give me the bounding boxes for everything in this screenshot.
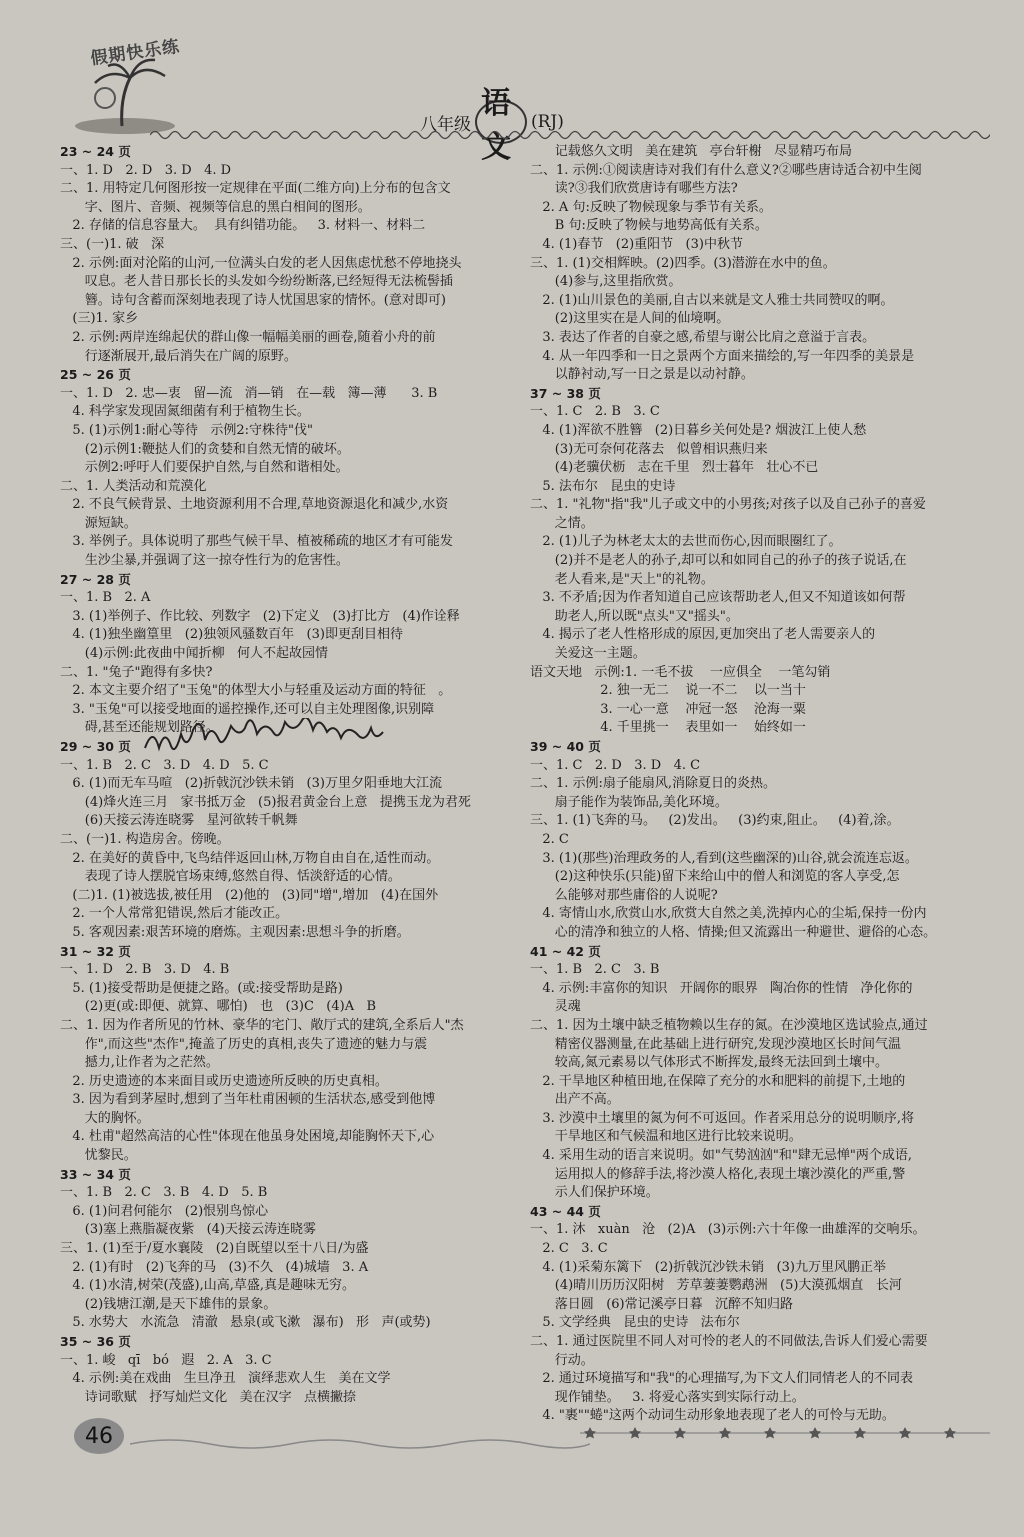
answer-line: 心的清净和独立的人格、情操;但又流露出一种避世、避俗的心态。 [530, 924, 937, 940]
answer-line: 4. 千里挑一 表里如一 始终如一 [530, 720, 806, 736]
answer-line: (3)塞上燕脂凝夜紫 (4)天接云涛连晓雾 [60, 1222, 317, 1238]
answer-line: 忧黎民。 [60, 1148, 137, 1164]
answer-line: 2. 不良气候背景、土地资源利用不合理,草地资源退化和减少,水资 [60, 497, 449, 513]
answer-line: 三、1. (1)飞奔的马。 (2)发出。 (3)约束,阻止。 (4)着,涂。 [530, 813, 900, 829]
answer-line: 5. 文学经典 昆虫的史诗 法布尔 [530, 1315, 740, 1331]
answer-line: 二、(一)1. 构造房舍。傍晚。 [60, 831, 230, 847]
answer-line: (2)并不是老人的孙子,却可以和如同自己的孙子的孩子说话,在 [530, 553, 907, 569]
answer-line: 2. (1)儿子为林老太太的去世而伤心,因而眼圈红了。 [530, 534, 842, 550]
answer-line: 叹息。老人昔日那长长的头发如今纷纷断落,已经短得无法梳髻插 [60, 274, 453, 290]
answer-line: 4. 示例:美在戏曲 生旦净丑 演绎悲欢人生 美在文学 [60, 1371, 391, 1387]
answer-line: 4. 从一年四季和一日之景两个方面来描绘的,写一年四季的美景是 [530, 348, 915, 364]
answer-line: 4. "裹""蜷"这两个动词生动形象地表现了老人的可怜与无助。 [530, 1408, 895, 1424]
answer-line: 5. 法布尔 昆虫的史诗 [530, 478, 676, 494]
answer-line: 4. 采用生动的语言来说明。如"气势汹汹"和"肆无忌惮"两个成语, [530, 1148, 912, 1164]
answer-line: 么能够对那些庸俗的人说呢? [530, 887, 718, 903]
answer-line: 6. (1)而无车马喧 (2)折戟沉沙铁未销 (3)万里夕阳垂地大江流 [60, 776, 442, 792]
answer-line: (6)天接云涛连晓雾 星河欲转千帆舞 [60, 813, 298, 829]
section-heading: 27 ~ 28 页 [60, 571, 131, 587]
answer-line: 示人们保护环境。 [530, 1185, 659, 1201]
answer-line: 一、1. B 2. C 3. D 4. D 5. C [60, 757, 269, 773]
answer-line: (4)烽火连三月 家书抵万金 (5)报君黄金台上意 提携玉龙为君死 [60, 794, 471, 810]
answer-line: 大的胸怀。 [60, 1110, 150, 1126]
answer-line: 干旱地区和气候温和地区进行比较来说明。 [530, 1129, 802, 1145]
answer-line: 2. 本文主要介绍了"玉兔"的体型大小与轻重及运动方面的特征 。 [60, 683, 452, 699]
answer-line: 二、1. 用特定几何图形按一定规律在平面(二维方向)上分布的包含文 [60, 181, 451, 197]
answer-column-left [60, 143, 530, 1407]
grade-label: 八年级 [420, 114, 471, 135]
answer-line: 出产不高。 [530, 1092, 620, 1108]
answer-line: B 句:反映了物候与地势高低有关系。 [530, 218, 768, 234]
answer-line: 一、1. B 2. C 3. B 4. D 5. B [60, 1185, 268, 1201]
answer-line: 示例2:呼吁人们要保护自然,与自然和谐相处。 [60, 460, 349, 476]
edition-label: (RJ) [531, 112, 564, 132]
answer-line: 字、图片、音频、视频等信息的黑白相间的图形。 [60, 199, 371, 215]
answer-line: 3. (1)举例子、作比较、列数字 (2)下定义 (3)打比方 (4)作诠释 [60, 608, 460, 624]
answer-line: 4. 杜甫"超然高洁的心性"体现在他虽身处困境,却能胸怀天下,心 [60, 1129, 435, 1145]
answer-line: 以静衬动,写一日之景是以动衬静。 [530, 367, 754, 383]
answer-line: 撼力,让作者为之茫然。 [60, 1055, 219, 1071]
answer-line: (2)这种快乐(只能)留下来给山中的僧人和浏览的客人享受,怎 [530, 869, 900, 885]
answer-line: (3)无可奈何花落去 似曾相识燕归来 [530, 441, 768, 457]
footer-swirl-divider [130, 1438, 590, 1450]
answer-line: 4. (1)采菊东篱下 (2)折戟沉沙铁未销 (3)九万里风鹏正举 [530, 1259, 886, 1275]
answer-line: 记载悠久文明 美在建筑 亭台轩榭 尽显精巧布局 [530, 144, 852, 159]
answer-line: 助老人,所以既"点头"又"摇头"。 [530, 608, 739, 624]
answer-line: 源短缺。 [60, 515, 137, 531]
answer-line: 三、(一)1. 破 深 [60, 236, 165, 252]
answer-line: 二、1. 因为土壤中缺乏植物赖以生存的氮。在沙漠地区选试验点,通过 [530, 1017, 928, 1033]
answer-line: 二、1. "礼物"指"我"儿子或文中的小男孩;对孩子以及自己孙子的喜爱 [530, 497, 926, 513]
answer-line: 2. C [530, 831, 569, 847]
answer-line: 2. 一个人常常犯错误,然后才能改正。 [60, 906, 289, 922]
answer-line: 4. 寄情山水,欣赏山水,欣赏大自然之美,洗掉内心的尘垢,保持一份内 [530, 906, 927, 922]
answer-line: (2)钱塘江潮,是天下雄伟的景象。 [60, 1296, 277, 1312]
answer-line: 5. (1)接受帮助是便捷之路。(或:接受帮助是路) [60, 980, 343, 996]
answer-line: 3. 一心一意 冲冠一怒 沧海一粟 [530, 701, 806, 717]
answer-line: 5. 客观因素:艰苦环境的磨炼。主观因素:思想斗争的折磨。 [60, 924, 410, 940]
footer-stars-decoration [580, 1425, 990, 1441]
answer-line: 4. (1)浑欲不胜簪 (2)日暮乡关何处是? 烟波江上使人愁 [530, 422, 867, 438]
answer-line: 二、1. 通过医院里不同人对可怜的老人的不同做法,告诉人们爱心需要 [530, 1334, 928, 1349]
answer-line: 2. 历史遗迹的本来面目或历史遗迹所反映的历史真相。 [60, 1073, 388, 1089]
handwritten-note [140, 718, 440, 760]
answer-line: 6. (1)问君何能尔 (2)恨别鸟惊心 [60, 1203, 269, 1219]
answer-line: 一、1. B 2. C 3. B [530, 962, 660, 978]
answer-column-right [530, 143, 1000, 1426]
answer-line: (2)这里实在是人间的仙境啊。 [530, 311, 730, 327]
answer-line: 生沙尘暴,并强调了这一掠夺性行为的危害性。 [60, 553, 349, 569]
answer-line: 精密仪器测量,在此基础上进行研究,发现沙漠地区长时间气温 [530, 1036, 902, 1052]
answer-line: 关爱这一主题。 [530, 646, 646, 662]
answer-line: 2. 通过环境描写和"我"的心理描写,为下文人们同情老人的不同表 [530, 1371, 914, 1387]
answer-line: (2)示例1:鞭挞人们的贪婪和自然无情的破坏。 [60, 441, 350, 457]
section-heading: 41 ~ 42 页 [530, 943, 601, 959]
answer-line: (4)参与,这里指欣赏。 [530, 274, 682, 290]
answer-line: 4. (1)春节 (2)重阳节 (3)中秋节 [530, 236, 743, 252]
answer-line: 5. (1)示例1:耐心等待 示例2:守株待"伐" [60, 422, 314, 438]
answer-line: (4)晴川历历汉阳树 芳草萋萋鹦鹉洲 (5)大漠孤烟直 长河 [530, 1278, 902, 1294]
answer-line: 语文天地 示例:1. 一毛不拔 一应俱全 一笔勾销 [530, 664, 831, 680]
answer-line: 2. A 句:反映了物候现象与季节有关系。 [530, 199, 772, 215]
answer-line: 一、1. 峻 qī bó 遐 2. A 3. C [60, 1352, 272, 1368]
section-heading: 35 ~ 36 页 [60, 1334, 131, 1349]
answer-line: 3. 沙漠中土壤里的氮为何不可返回。作者采用总分的说明顺序,将 [530, 1110, 915, 1126]
answer-line: 2. (1)山川景色的美丽,自古以来就是文人雅士共同赞叹的啊。 [530, 292, 894, 308]
answer-line: 二、1. 人类活动和荒漠化 [60, 478, 207, 494]
answer-line: 5. 水势大 水流急 清澈 悬泉(或飞漱 瀑布) 形 声(或势) [60, 1315, 431, 1331]
answer-line: 簪。诗句含蓄而深刻地表现了诗人忧国思家的情怀。(意对即可) [60, 292, 446, 308]
answer-line: 现作铺垫。 3. 将爱心落实到实际行动上。 [530, 1389, 805, 1405]
section-heading: 37 ~ 38 页 [530, 385, 601, 401]
answer-line: 三、1. (1)交相辉映。(2)四季。(3)潜游在水中的鱼。 [530, 255, 836, 271]
answer-line: 碍,甚至还能规划路径。 [60, 720, 219, 736]
answer-line: 3. 不矛盾;因为作者知道自己应该帮助老人,但又不知道该如何帮 [530, 590, 906, 606]
answer-line: 二、1. 示例:①阅读唐诗对我们有什么意义?②哪些唐诗适合初中生阅 [530, 162, 922, 178]
answer-line: 扇子能作为装饰品,美化环境。 [530, 794, 728, 810]
answer-line: 2. 干旱地区种植田地,在保障了充分的水和肥料的前提下,土地的 [530, 1073, 906, 1089]
answer-line: 一、1. B 2. A [60, 590, 151, 606]
header-wavy-divider [150, 128, 990, 142]
brand-text: 假期快乐练 [89, 36, 182, 70]
answer-line: 行动。 [530, 1352, 594, 1368]
answer-line: 三、1. (1)至于/夏水襄陵 (2)自既望以至十八日/为盛 [60, 1241, 369, 1257]
section-heading: 33 ~ 34 页 [60, 1166, 131, 1182]
section-heading: 23 ~ 24 页 [60, 144, 131, 159]
answer-line: 2. 示例:面对沦陷的山河,一位满头白发的老人因焦虑忧愁不停地挠头 [60, 255, 462, 271]
answer-line: 一、1. D 2. B 3. D 4. B [60, 962, 230, 978]
answer-line: 灵魂 [530, 999, 581, 1015]
section-heading: 43 ~ 44 页 [530, 1203, 601, 1219]
subject-label: 语文 [475, 100, 527, 144]
brand-logo [60, 38, 190, 138]
answer-line: 2. C 3. C [530, 1241, 608, 1257]
answer-line: 一、1. D 2. 忠—衷 留—流 消—销 在—载 簿—薄 3. B [60, 385, 438, 401]
answer-line: 3. (1)(那些)治理政务的人,看到(这些幽深的)山谷,就会流连忘返。 [530, 850, 918, 866]
page-number: 46 [74, 1418, 124, 1454]
answer-line: 2. 示例:两岸连绵起伏的群山像一幅幅美丽的画卷,随着小舟的前 [60, 329, 436, 345]
answer-line: 运用拟人的修辞手法,将沙漠人格化,表现土壤沙漠化的严重,警 [530, 1166, 906, 1182]
answer-line: 2. (1)有时 (2)飞奔的马 (3)不久 (4)城墙 3. A [60, 1259, 369, 1275]
answer-line: 一、1. 沐 xuàn 沧 (2)A (3)示例:六十年像一曲雄浑的交响乐。 [530, 1222, 926, 1238]
answer-line: 2. 在美好的黄昏中,飞鸟结伴返回山林,万物自由自在,适性而动。 [60, 850, 440, 866]
answer-line: 3. 因为看到茅屋时,想到了当年杜甫困顿的生活状态,感受到他博 [60, 1092, 436, 1108]
answer-line: 作",而这些"杰作",掩盖了历史的真相,丧失了遗迹的魅力与震 [60, 1036, 428, 1052]
section-heading: 25 ~ 26 页 [60, 367, 131, 383]
answer-line: 4. 揭示了老人性格形成的原因,更加突出了老人需要亲人的 [530, 627, 876, 643]
answer-line: 较高,氮元素易以气体形式不断挥发,最终无法回到土壤中。 [530, 1055, 889, 1071]
answer-line: (二)1. (1)被选拔,被任用 (2)他的 (3)同"增",增加 (4)在国外 [60, 887, 439, 903]
answer-line: 二、1. "兔子"跑得有多快? [60, 664, 213, 680]
answer-line: 表现了诗人摆脱官场束缚,悠然自得、恬淡舒适的心情。 [60, 869, 401, 885]
answer-line: (4)示例:此夜曲中闻折柳 何人不起故园情 [60, 646, 328, 662]
section-heading: 39 ~ 40 页 [530, 739, 601, 754]
answer-line: 二、1. 示例:扇子能扇风,消除夏日的炎热。 [530, 776, 777, 792]
answer-line: 二、1. 因为作者所见的竹林、豪华的宅门、敞厅式的建筑,全系后人"杰 [60, 1017, 464, 1033]
answer-line: (三)1. 家乡 [60, 311, 139, 327]
answer-line: 3. 表达了作者的自豪之感,希望与谢公比肩之意溢于言表。 [530, 329, 876, 345]
answer-line: 3. "玉兔"可以接受地面的遥控操作,还可以自主处理图像,识别障 [60, 701, 435, 717]
answer-line: 2. 独一无二 说一不二 以一当十 [530, 683, 806, 699]
answer-line: 落日圆 (6)常记溪亭日暮 沉醉不知归路 [530, 1296, 794, 1312]
answer-line: 2. 存储的信息容量大。 具有纠错功能。 3. 材料一、材料二 [60, 218, 426, 234]
answer-line: 4. (1)水清,树荣(茂盛),山高,草盛,真是趣味无穷。 [60, 1278, 356, 1294]
answer-line: 4. 示例:丰富你的知识 开阔你的眼界 陶冶你的性情 净化你的 [530, 980, 913, 996]
answer-line: 4. (1)独坐幽篁里 (2)独领风骚数百年 (3)即更刮目相待 [60, 627, 403, 643]
answer-line: 老人看来,是"天上"的礼物。 [530, 571, 714, 587]
answer-line: (4)老骥伏枥 志在千里 烈士暮年 壮心不已 [530, 460, 819, 476]
answer-line: 4. 科学家发现固氮细菌有利于植物生长。 [60, 404, 310, 420]
answer-line: 一、1. C 2. D 3. D 4. C [530, 757, 701, 773]
answer-line: 行逐渐展开,最后消失在广阔的原野。 [60, 348, 297, 364]
answer-line: 之情。 [530, 515, 594, 531]
answer-line: 一、1. D 2. D 3. D 4. D [60, 162, 232, 178]
answer-line: 读?③我们欣赏唐诗有哪些方法? [530, 181, 738, 197]
answer-line: (2)更(或:即便、就算、哪怕) 也 (3)C (4)A B [60, 999, 377, 1015]
section-heading: 31 ~ 32 页 [60, 943, 131, 959]
answer-line: 诗词歌赋 抒写灿烂文化 美在汉字 点横撇捺 [60, 1389, 356, 1405]
section-heading: 29 ~ 30 页 [60, 739, 131, 754]
answer-line: 3. 举例子。具体说明了那些气候干旱、植被稀疏的地区才有可能发 [60, 534, 453, 550]
answer-line: 一、1. C 2. B 3. C [530, 404, 660, 420]
